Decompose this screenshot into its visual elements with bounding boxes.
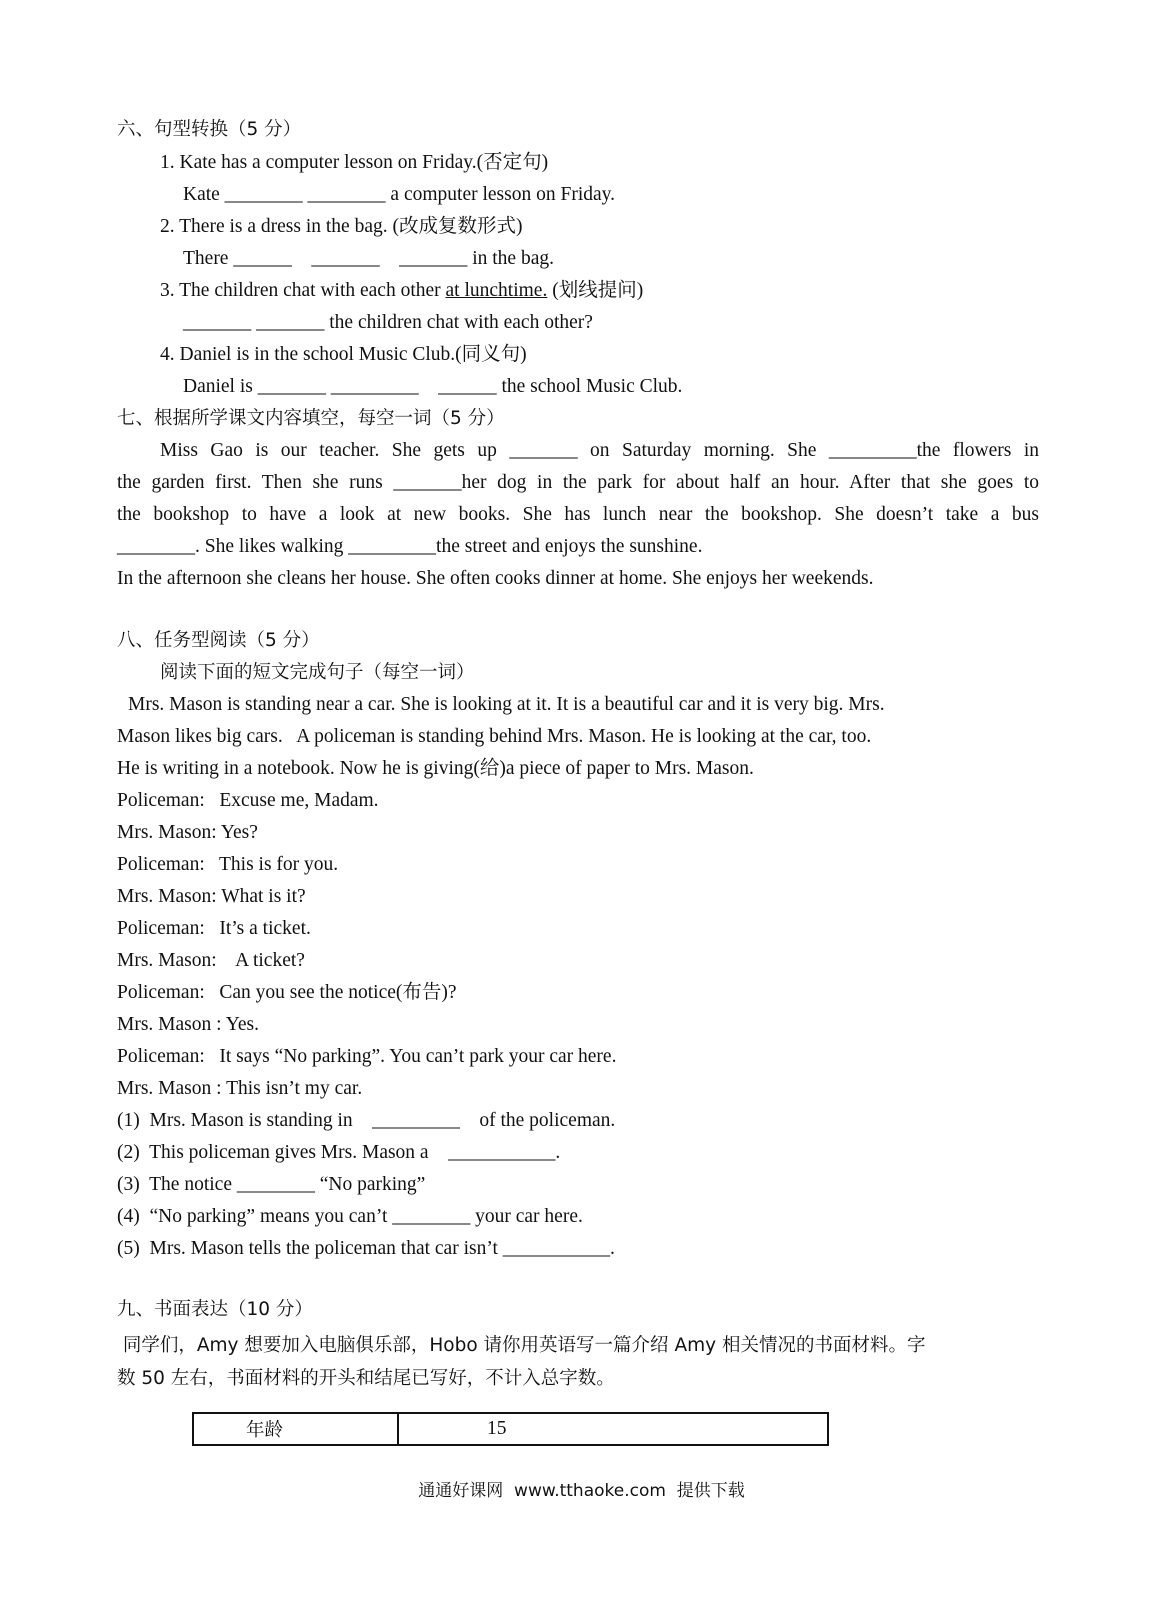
question-6-3 (160, 278, 643, 304)
answer-line-6-3: _______ _______ the children chat with each other? (183, 312, 593, 333)
dialogue-line: Policeman: It says “No parking”. You can’t park your car here. (117, 1046, 617, 1067)
dialogue-line: Mrs. Mason: Yes? (117, 822, 258, 843)
dialogue-line: Mrs. Mason : Yes. (117, 1014, 259, 1035)
reading-question-5: (5) Mrs. Mason tells the policeman that car isn’t ___________. (117, 1238, 615, 1259)
dialogue-line: Policeman: Excuse me, Madam. (117, 790, 379, 811)
section6-heading: 六、句型转换（5 分） (117, 119, 302, 140)
dialogue-line: Policeman: It’s a ticket. (117, 918, 311, 939)
writing-prompt-line-1: 同学们，Amy 想要加入电脑俱乐部，Hobo 请你用英语写一篇介绍 Amy 相关情况的书面材料。字 (117, 1335, 926, 1356)
cloze-line-4: ________. She likes walking _________the street and enjoys the sunshine. (117, 536, 703, 557)
section8-heading: 八、任务型阅读（5 分） (117, 630, 320, 651)
reading-question-3: (3) The notice ________ “No parking” (117, 1174, 426, 1195)
table-row (193, 1413, 828, 1445)
question-6-4: 4. Daniel is in the school Music Club.(同义句) (160, 344, 527, 365)
underlined-phrase: at lunchtime. (445, 280, 548, 301)
question-6-3-instruction: (划线提问) (547, 280, 644, 301)
question-6-3-text: 3. The children chat with each other (160, 280, 446, 301)
dialogue-line: Mrs. Mason: A ticket? (117, 950, 305, 971)
cloze-line-3: the bookshop to have a look at new books. She has lunch near the bookshop. She doesn’t take a bus (117, 504, 1039, 525)
section9-heading: 九、书面表达（10 分） (117, 1299, 313, 1320)
passage-line-2: Mason likes big cars. A policeman is standing behind Mrs. Mason. He is looking at the car, too. (117, 726, 872, 747)
question-6-2: 2. There is a dress in the bag. (改成复数形式) (160, 216, 523, 237)
section7-heading: 七、根据所学课文内容填空，每空一词（5 分） (117, 408, 505, 429)
cloze-line-1: Miss Gao is our teacher. She gets up _______ on Saturday morning. She _________the flowers in (160, 440, 1039, 461)
passage-line-1: Mrs. Mason is standing near a car. She is looking at it. It is a beautiful car and it is very big. Mrs. (128, 694, 885, 715)
dialogue-line: Mrs. Mason: What is it? (117, 886, 306, 907)
answer-line-6-4: Daniel is _______ _________ ______ the school Music Club. (183, 376, 683, 397)
dialogue-line: Policeman: Can you see the notice(布告)? (117, 982, 457, 1003)
table-cell-label: 年龄 (193, 1413, 398, 1445)
dialogue-line: Mrs. Mason : This isn’t my car. (117, 1078, 363, 1099)
cloze-line-5: In the afternoon she cleans her house. She often cooks dinner at home. She enjoys her weekends. (117, 568, 874, 589)
reading-question-1: (1) Mrs. Mason is standing in _________ of the policeman. (117, 1110, 616, 1131)
writing-prompt-line-2: 数 50 左右，书面材料的开头和结尾已写好，不计入总字数。 (117, 1368, 615, 1389)
section8-instruction: 阅读下面的短文完成句子（每空一词） (160, 662, 475, 683)
cloze-line-2: the garden first. Then she runs _______her dog in the park for about half an hour. After that she goes to (117, 472, 1039, 493)
footer-download-note: 通通好课网 www.tthaoke.com 提供下载 (418, 1481, 745, 1501)
reading-question-2: (2) This policeman gives Mrs. Mason a ___________. (117, 1142, 561, 1163)
reading-question-4: (4) “No parking” means you can’t ________ your car here. (117, 1206, 583, 1227)
passage-line-3: He is writing in a notebook. Now he is giving(给)a piece of paper to Mrs. Mason. (117, 758, 754, 779)
question-6-1: 1. Kate has a computer lesson on Friday.(否定句) (160, 152, 549, 173)
answer-line-6-2: There ______ _______ _______ in the bag. (183, 248, 554, 269)
info-table (192, 1412, 829, 1446)
table-cell-value: 15 (398, 1413, 828, 1445)
dialogue-line: Policeman: This is for you. (117, 854, 339, 875)
answer-line-6-1: Kate ________ ________ a computer lesson on Friday. (183, 184, 615, 205)
